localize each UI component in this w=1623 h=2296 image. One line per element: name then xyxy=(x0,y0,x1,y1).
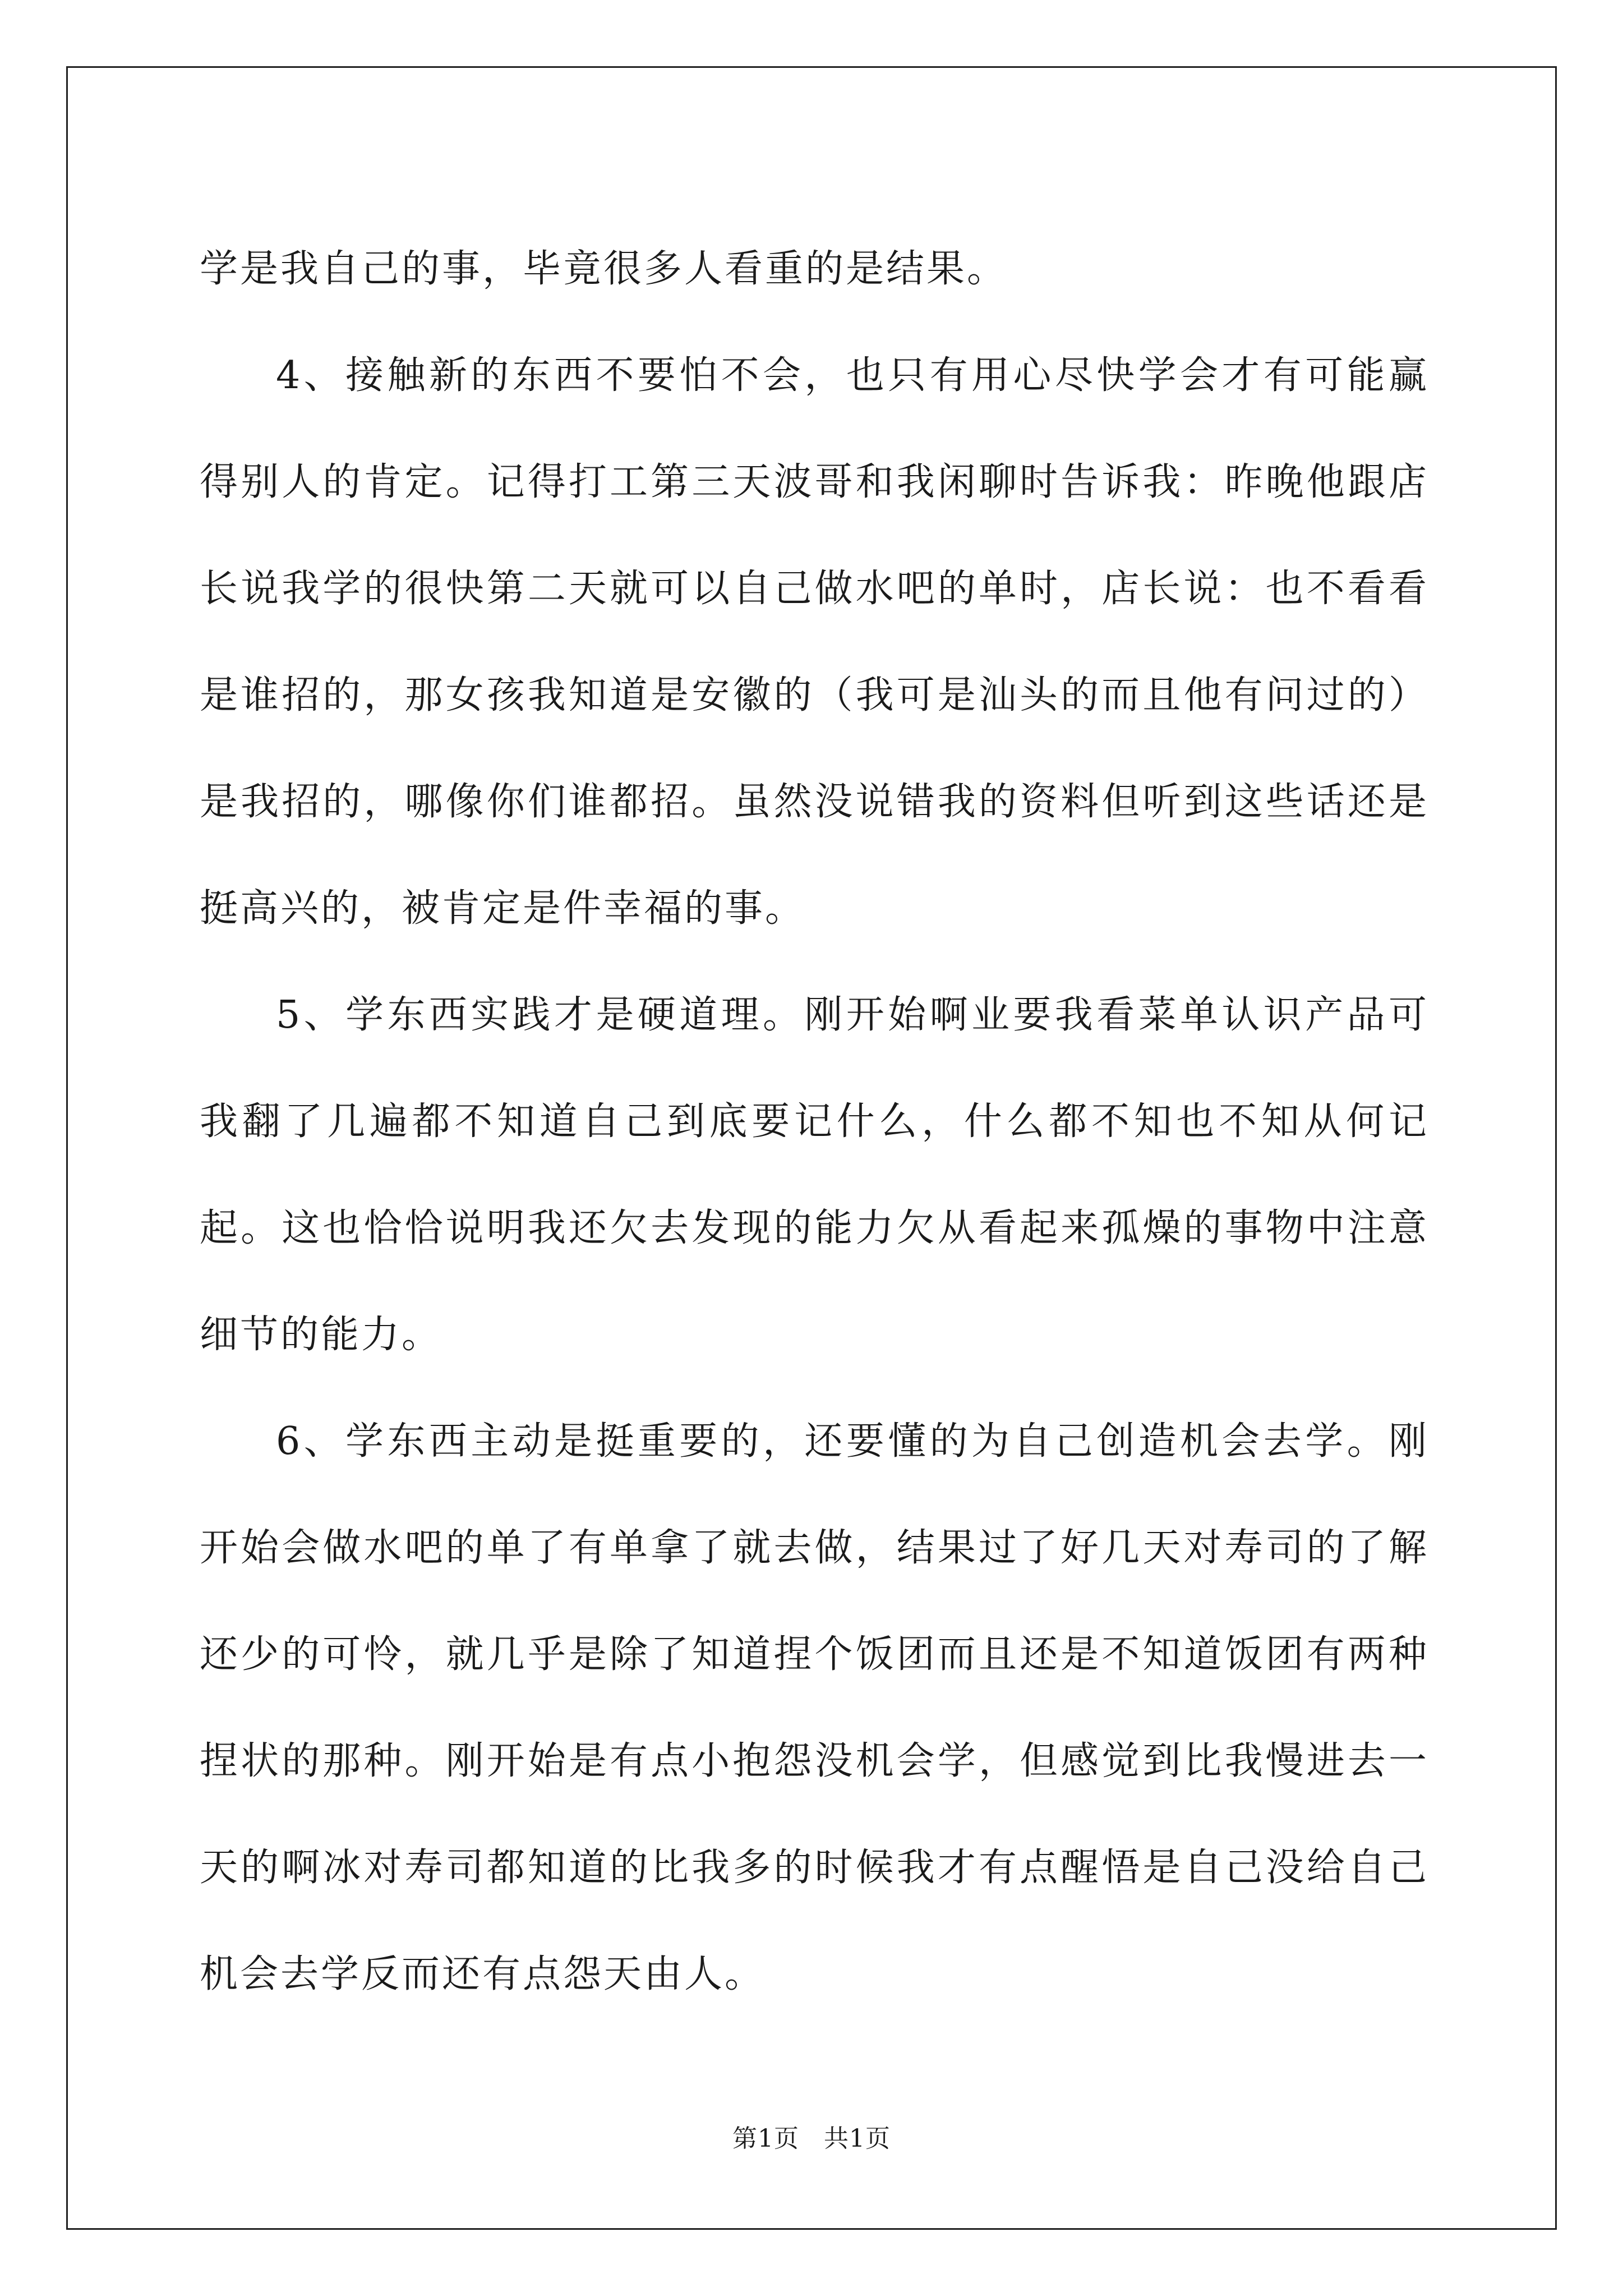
paragraph-item-5: 5、学东西实践才是硬道理。刚开始啊业要我看菜单认识产品可我翻了几遍都不知道自己到底要记什么，什么都不知也不知从何记起。这也恰恰说明我还欠去发现的能力欠从看起来孤燥的事物中注意细节的能力。 xyxy=(200,993,1429,1357)
paragraph-item-6: 6、学东西主动是挺重要的，还要懂的为自己创造机会去学。刚开始会做水吧的单了有单拿了就去做，结果过了好几天对寿司的了解还少的可怜，就几乎是除了知道捏个饭团而且还是不知道饭团有两种捏状的那种。刚开始是有点小抱怨没机会学，但感觉到比我慢进去一天的啊冰对寿司都知道的比我多的时候我才有点醒悟是自己没给自己机会去学反而还有点怨天由人。 xyxy=(200,1419,1429,1996)
page-footer xyxy=(0,2122,1623,2156)
page-total: 共1页 xyxy=(824,2124,891,2153)
paragraph-item-4: 4、接触新的东西不要怕不会，也只有用心尽快学会才有可能赢得别人的肯定。记得打工第三天波哥和我闲聊时告诉我：昨晚他跟店长说我学的很快第二天就可以自己做水吧的单时，店长说：也不看看是谁招的，那女孩我知道是安徽的（我可是汕头的而且他有问过的）是我招的，哪像你们谁都招。虽然没说错我的资料但听到这些话还是挺高兴的，被肯定是件幸福的事。 xyxy=(200,353,1429,931)
paragraph-continuation: 学是我自己的事，毕竟很多人看重的是结果。 xyxy=(200,247,1008,291)
page-number: 第1页 xyxy=(732,2124,799,2153)
document-body xyxy=(200,216,1429,2028)
